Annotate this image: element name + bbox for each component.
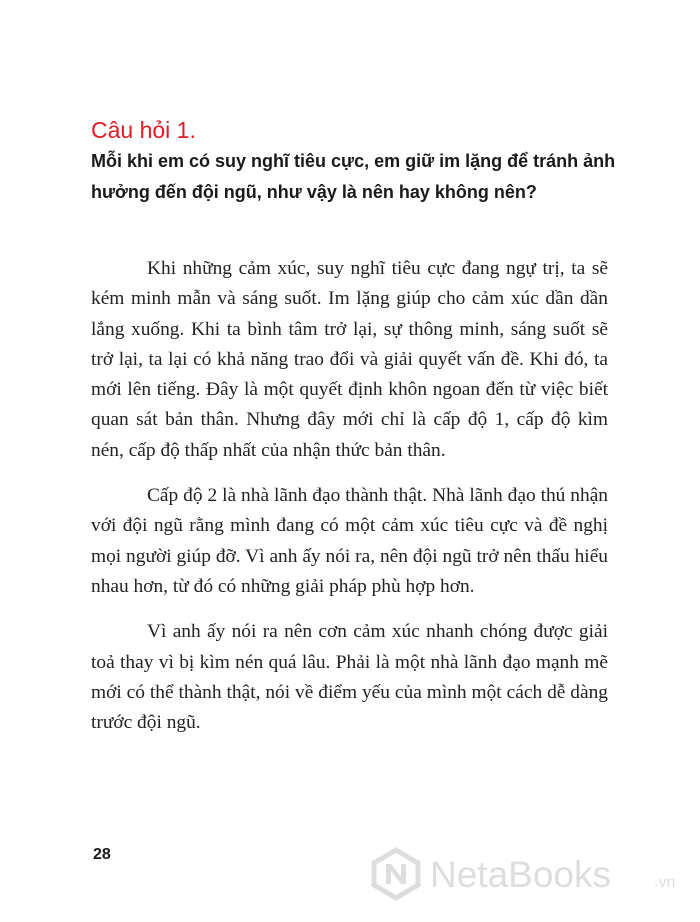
answer-body <box>91 254 608 753</box>
question-text: Mỗi khi em có suy nghĩ tiêu cực, em giữ im lặng để tránh ảnh hưởng đến đội ngũ, như vậy là nên hay không nên? <box>91 151 616 202</box>
page-number: 28 <box>93 846 111 863</box>
watermark-suffix: .vn <box>654 874 676 891</box>
question-heading <box>91 114 621 208</box>
paragraph-3: Vì anh ấy nói ra nên cơn cảm xúc nhanh chóng được giải toả thay vì bị kìm nén quá lâu. Phải là một nhà lãnh đạo mạnh mẽ mới có thể thành thật, nói về điểm yếu của mình một cách dễ dàng trước đội ngũ. <box>91 621 608 734</box>
paragraph-1: Khi những cảm xúc, suy nghĩ tiêu cực đang ngự trị, ta sẽ kém minh mẫn và sáng suốt. Im lặng giúp cho cảm xúc dần dần lắng xuống. Khi ta bình tâm trở lại, sự thông minh, sáng suốt sẽ trở lại, ta lại có khả năng trao đổi và giải quyết vấn đề. Khi đó, ta mới lên tiếng. Đây là một quyết định khôn ngoan đến từ việc biết quan sát bản thân. Nhưng đây mới chỉ là cấp độ 1, cấp độ kìm nén, cấp độ thấp nhất của nhận thức bản thân. <box>91 258 608 461</box>
question-number: Câu hỏi 1. <box>91 117 196 143</box>
netabooks-logo-icon <box>368 846 688 902</box>
paragraph-2: Cấp độ 2 là nhà lãnh đạo thành thật. Nhà lãnh đạo thú nhận với đội ngũ rằng mình đang có một cảm xúc tiêu cực và đề nghị mọi người giúp đỡ. Vì anh ấy nói ra, nên đội ngũ trở nên thấu hiểu nhau hơn, từ đó có những giải pháp phù hợp hơn. <box>91 485 608 597</box>
netabooks-watermark <box>368 846 688 902</box>
watermark-brand: NetaBooks <box>430 854 611 895</box>
